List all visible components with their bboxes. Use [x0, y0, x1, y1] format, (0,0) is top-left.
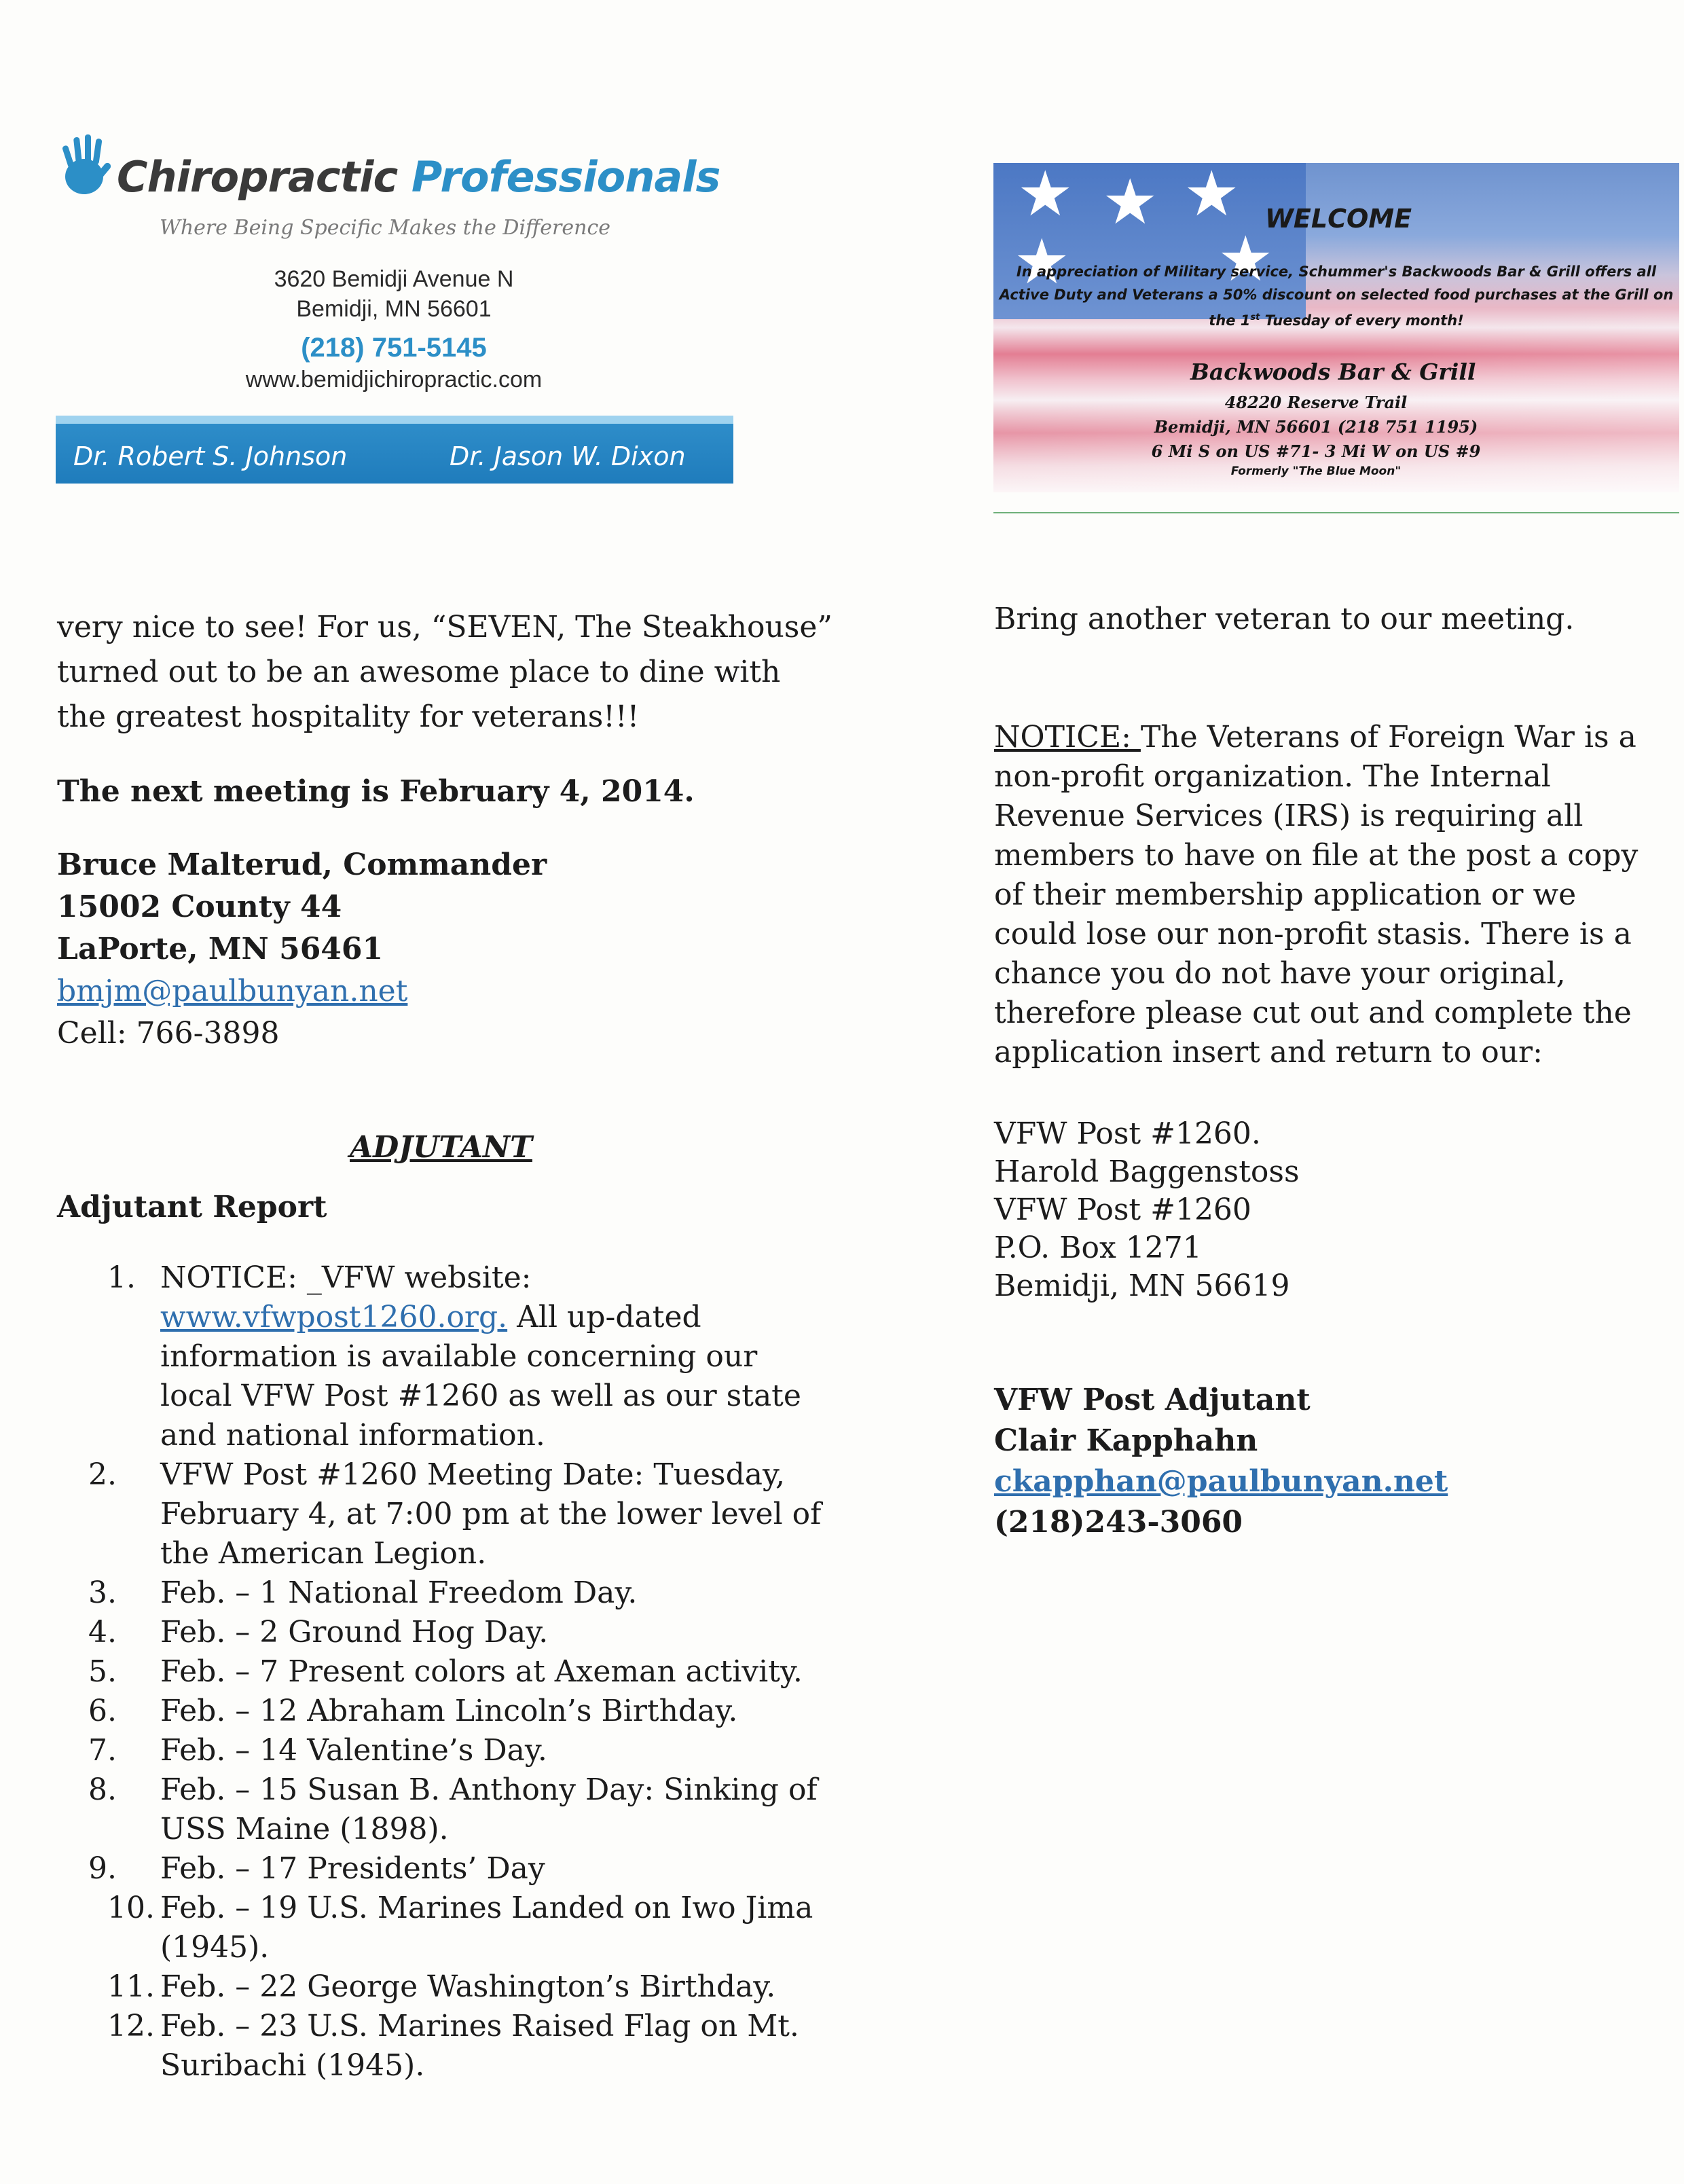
commander-cell: Cell: 766-3898 — [57, 1016, 280, 1051]
vfw-website-link[interactable]: www.vfwpost1260.org. — [160, 1300, 508, 1334]
star-icon: ★ — [1102, 166, 1158, 238]
commander-city: LaPorte, MN 56461 — [57, 932, 384, 966]
adjutant-name: Clair Kapphahn — [994, 1423, 1258, 1458]
welcome-body-line3-post: Tuesday of every month! — [1260, 312, 1464, 329]
welcome-body-line2: Active Duty and Veterans a 50% discount on selected food purchases at the Grill on — [999, 287, 1674, 303]
business-city-phone: Bemidji, MN 56601 (218 751 1195) — [1154, 417, 1478, 437]
list-item-number: 1. — [107, 1260, 136, 1295]
list-item-2-line-3: the American Legion. — [160, 1536, 487, 1571]
notice-line-5: of their membership application or we — [994, 877, 1577, 912]
list-item — [88, 1576, 117, 1610]
mail-line-1: VFW Post #1260. — [994, 1116, 1261, 1151]
mail-line-5: Bemidji, MN 56619 — [994, 1269, 1290, 1303]
notice-line-2: non-profit organization. The Internal — [994, 759, 1551, 794]
list-item-8-line-2: USS Maine (1898). — [160, 1812, 449, 1846]
notice-line-9: application insert and return to our: — [994, 1035, 1543, 1070]
business-directions: 6 Mi S on US #71- 3 Mi W on US #9 — [1151, 441, 1481, 461]
welcome-body-line1: In appreciation of Military service, Schummer's Backwoods Bar & Grill offers all — [1016, 263, 1657, 280]
star-icon: ★ — [1184, 163, 1240, 230]
list-item-number: 6. — [88, 1694, 117, 1728]
business-formerly: Formerly "The Blue Moon" — [1230, 465, 1402, 478]
list-item — [88, 1654, 117, 1689]
commander-email-link[interactable]: bmjm@paulbunyan.net — [57, 974, 408, 1008]
commander-street: 15002 County 44 — [57, 890, 342, 924]
list-item-1-line-3: information is available concerning our — [160, 1339, 758, 1374]
list-item — [88, 1260, 136, 1295]
adjutant-report-heading: Adjutant Report — [57, 1190, 327, 1224]
list-item-number: 11. — [107, 1969, 155, 2004]
notice-line-3: Revenue Services (IRS) is requiring all — [994, 799, 1584, 833]
intro-line-2: turned out to be an awesome place to dine with — [57, 655, 781, 689]
chiropractic-address-line2: Bemidji, MN 56601 — [296, 296, 492, 322]
list-item-2-line-1: VFW Post #1260 Meeting Date: Tuesday, — [160, 1457, 786, 1492]
list-item — [88, 1615, 117, 1650]
notice-label: NOTICE: — [994, 720, 1141, 754]
star-icon: ★ — [1017, 163, 1074, 230]
list-item-8-line-1: Feb. – 15 Susan B. Anthony Day: Sinking of — [160, 1772, 818, 1807]
list-item-3-line-1: Feb. – 1 National Freedom Day. — [160, 1576, 638, 1610]
chiropractic-brand — [117, 152, 720, 202]
doctor-2-name: Dr. Jason W. Dixon — [450, 441, 686, 471]
list-item-1-link-line — [160, 1300, 701, 1334]
doctors-bar — [56, 416, 733, 484]
list-item-11-line-1: Feb. – 22 George Washington’s Birthday. — [160, 1969, 776, 2004]
list-item-4-line-1: Feb. – 2 Ground Hog Day. — [160, 1615, 549, 1650]
next-meeting: The next meeting is February 4, 2014. — [57, 774, 695, 809]
commander-name: Bruce Malterud, Commander — [57, 848, 547, 882]
list-item — [107, 2009, 155, 2043]
welcome-title: WELCOME — [1265, 204, 1412, 234]
list-item-number: 9. — [88, 1851, 117, 1886]
list-item-1-after-link: All up-dated — [507, 1300, 701, 1334]
doctor-1-name: Dr. Robert S. Johnson — [73, 441, 348, 471]
list-item-12-line-1: Feb. – 23 U.S. Marines Raised Flag on Mt. — [160, 2009, 799, 2043]
bring-veteran-text: Bring another veteran to our meeting. — [994, 602, 1575, 636]
list-item-10-line-2: (1945). — [160, 1930, 270, 1965]
chiropractic-phone: (218) 751-5145 — [301, 333, 487, 363]
welcome-body-line3-pre: the 1 — [1209, 312, 1251, 329]
list-item-1-line-4: local VFW Post #1260 as well as our state — [160, 1379, 801, 1413]
notice-line-4: members to have on file at the post a copy — [994, 838, 1639, 873]
list-item — [88, 1733, 117, 1768]
adjutant-email-link[interactable]: ckapphan@paulbunyan.net — [994, 1464, 1448, 1499]
list-item-number: 8. — [88, 1772, 117, 1807]
list-item — [107, 1969, 155, 2004]
list-item-number: 12. — [107, 2009, 155, 2043]
list-item-number: 2. — [88, 1457, 117, 1492]
list-item — [88, 1772, 117, 1807]
welcome-body-line3-sup: st — [1250, 312, 1260, 323]
welcome-body-line3 — [993, 312, 1679, 329]
list-item-10-line-1: Feb. – 19 U.S. Marines Landed on Iwo Jima — [160, 1891, 813, 1925]
intro-line-3: the greatest hospitality for veterans!!! — [57, 699, 640, 734]
star-icon: ★ — [1218, 223, 1274, 295]
notice-line-8: therefore please cut out and complete the — [994, 996, 1632, 1030]
list-item-number: 3. — [88, 1576, 117, 1610]
brand-word-2: Professionals — [411, 152, 720, 202]
intro-line-1: very nice to see! For us, “SEVEN, The Steakhouse” — [57, 610, 832, 644]
list-item-5-line-1: Feb. – 7 Present colors at Axeman activity. — [160, 1654, 803, 1689]
notice-line-7: chance you do not have your original, — [994, 956, 1566, 991]
chiropractic-ad — [54, 122, 733, 503]
brand-word-1: Chiropractic — [117, 152, 398, 202]
list-item-1-line-1: NOTICE: _VFW website: — [160, 1260, 532, 1295]
star-icon: ★ — [1014, 225, 1070, 298]
adjutant-title: VFW Post Adjutant — [994, 1383, 1311, 1417]
list-item-6-line-1: Feb. – 12 Abraham Lincoln’s Birthday. — [160, 1694, 738, 1728]
list-item — [88, 1457, 117, 1492]
list-item-2-line-2: February 4, at 7:00 pm at the lower level of — [160, 1497, 822, 1531]
mail-line-4: P.O. Box 1271 — [994, 1231, 1202, 1265]
welcome-flag-ad — [993, 163, 1679, 492]
list-item — [107, 1891, 155, 1925]
list-item-12-line-2: Suribachi (1945). — [160, 2048, 425, 2083]
divider-line — [993, 512, 1679, 513]
list-item-number: 5. — [88, 1654, 117, 1689]
business-address: 48220 Reserve Trail — [1224, 393, 1408, 412]
list-item — [88, 1851, 117, 1886]
business-name: Backwoods Bar & Grill — [1190, 359, 1476, 385]
adjutant-phone: (218)243-3060 — [994, 1505, 1243, 1540]
list-item-number: 7. — [88, 1733, 117, 1768]
chiropractic-tagline: Where Being Specific Makes the Difference — [160, 216, 611, 240]
adjutant-section-heading: ADJUTANT — [350, 1130, 532, 1165]
chiropractic-address-line1: 3620 Bemidji Avenue N — [274, 266, 514, 292]
mail-line-2: Harold Baggenstoss — [994, 1154, 1300, 1189]
mail-line-3: VFW Post #1260 — [994, 1193, 1251, 1227]
list-item-number: 10. — [107, 1891, 155, 1925]
list-item-9-line-1: Feb. – 17 Presidents’ Day — [160, 1851, 545, 1886]
chiropractic-website: www.bemidjichiropractic.com — [245, 367, 543, 393]
notice-text-start: The Veterans of Foreign War is a — [1140, 720, 1636, 754]
list-item-1-line-5: and national information. — [160, 1418, 545, 1453]
list-item — [88, 1694, 117, 1728]
notice-line-6: could lose our non-profit stasis. There is a — [994, 917, 1632, 951]
hand-logo-icon — [56, 132, 117, 200]
list-item-7-line-1: Feb. – 14 Valentine’s Day. — [160, 1733, 547, 1768]
notice-line-1 — [994, 720, 1636, 754]
list-item-number: 4. — [88, 1615, 117, 1650]
